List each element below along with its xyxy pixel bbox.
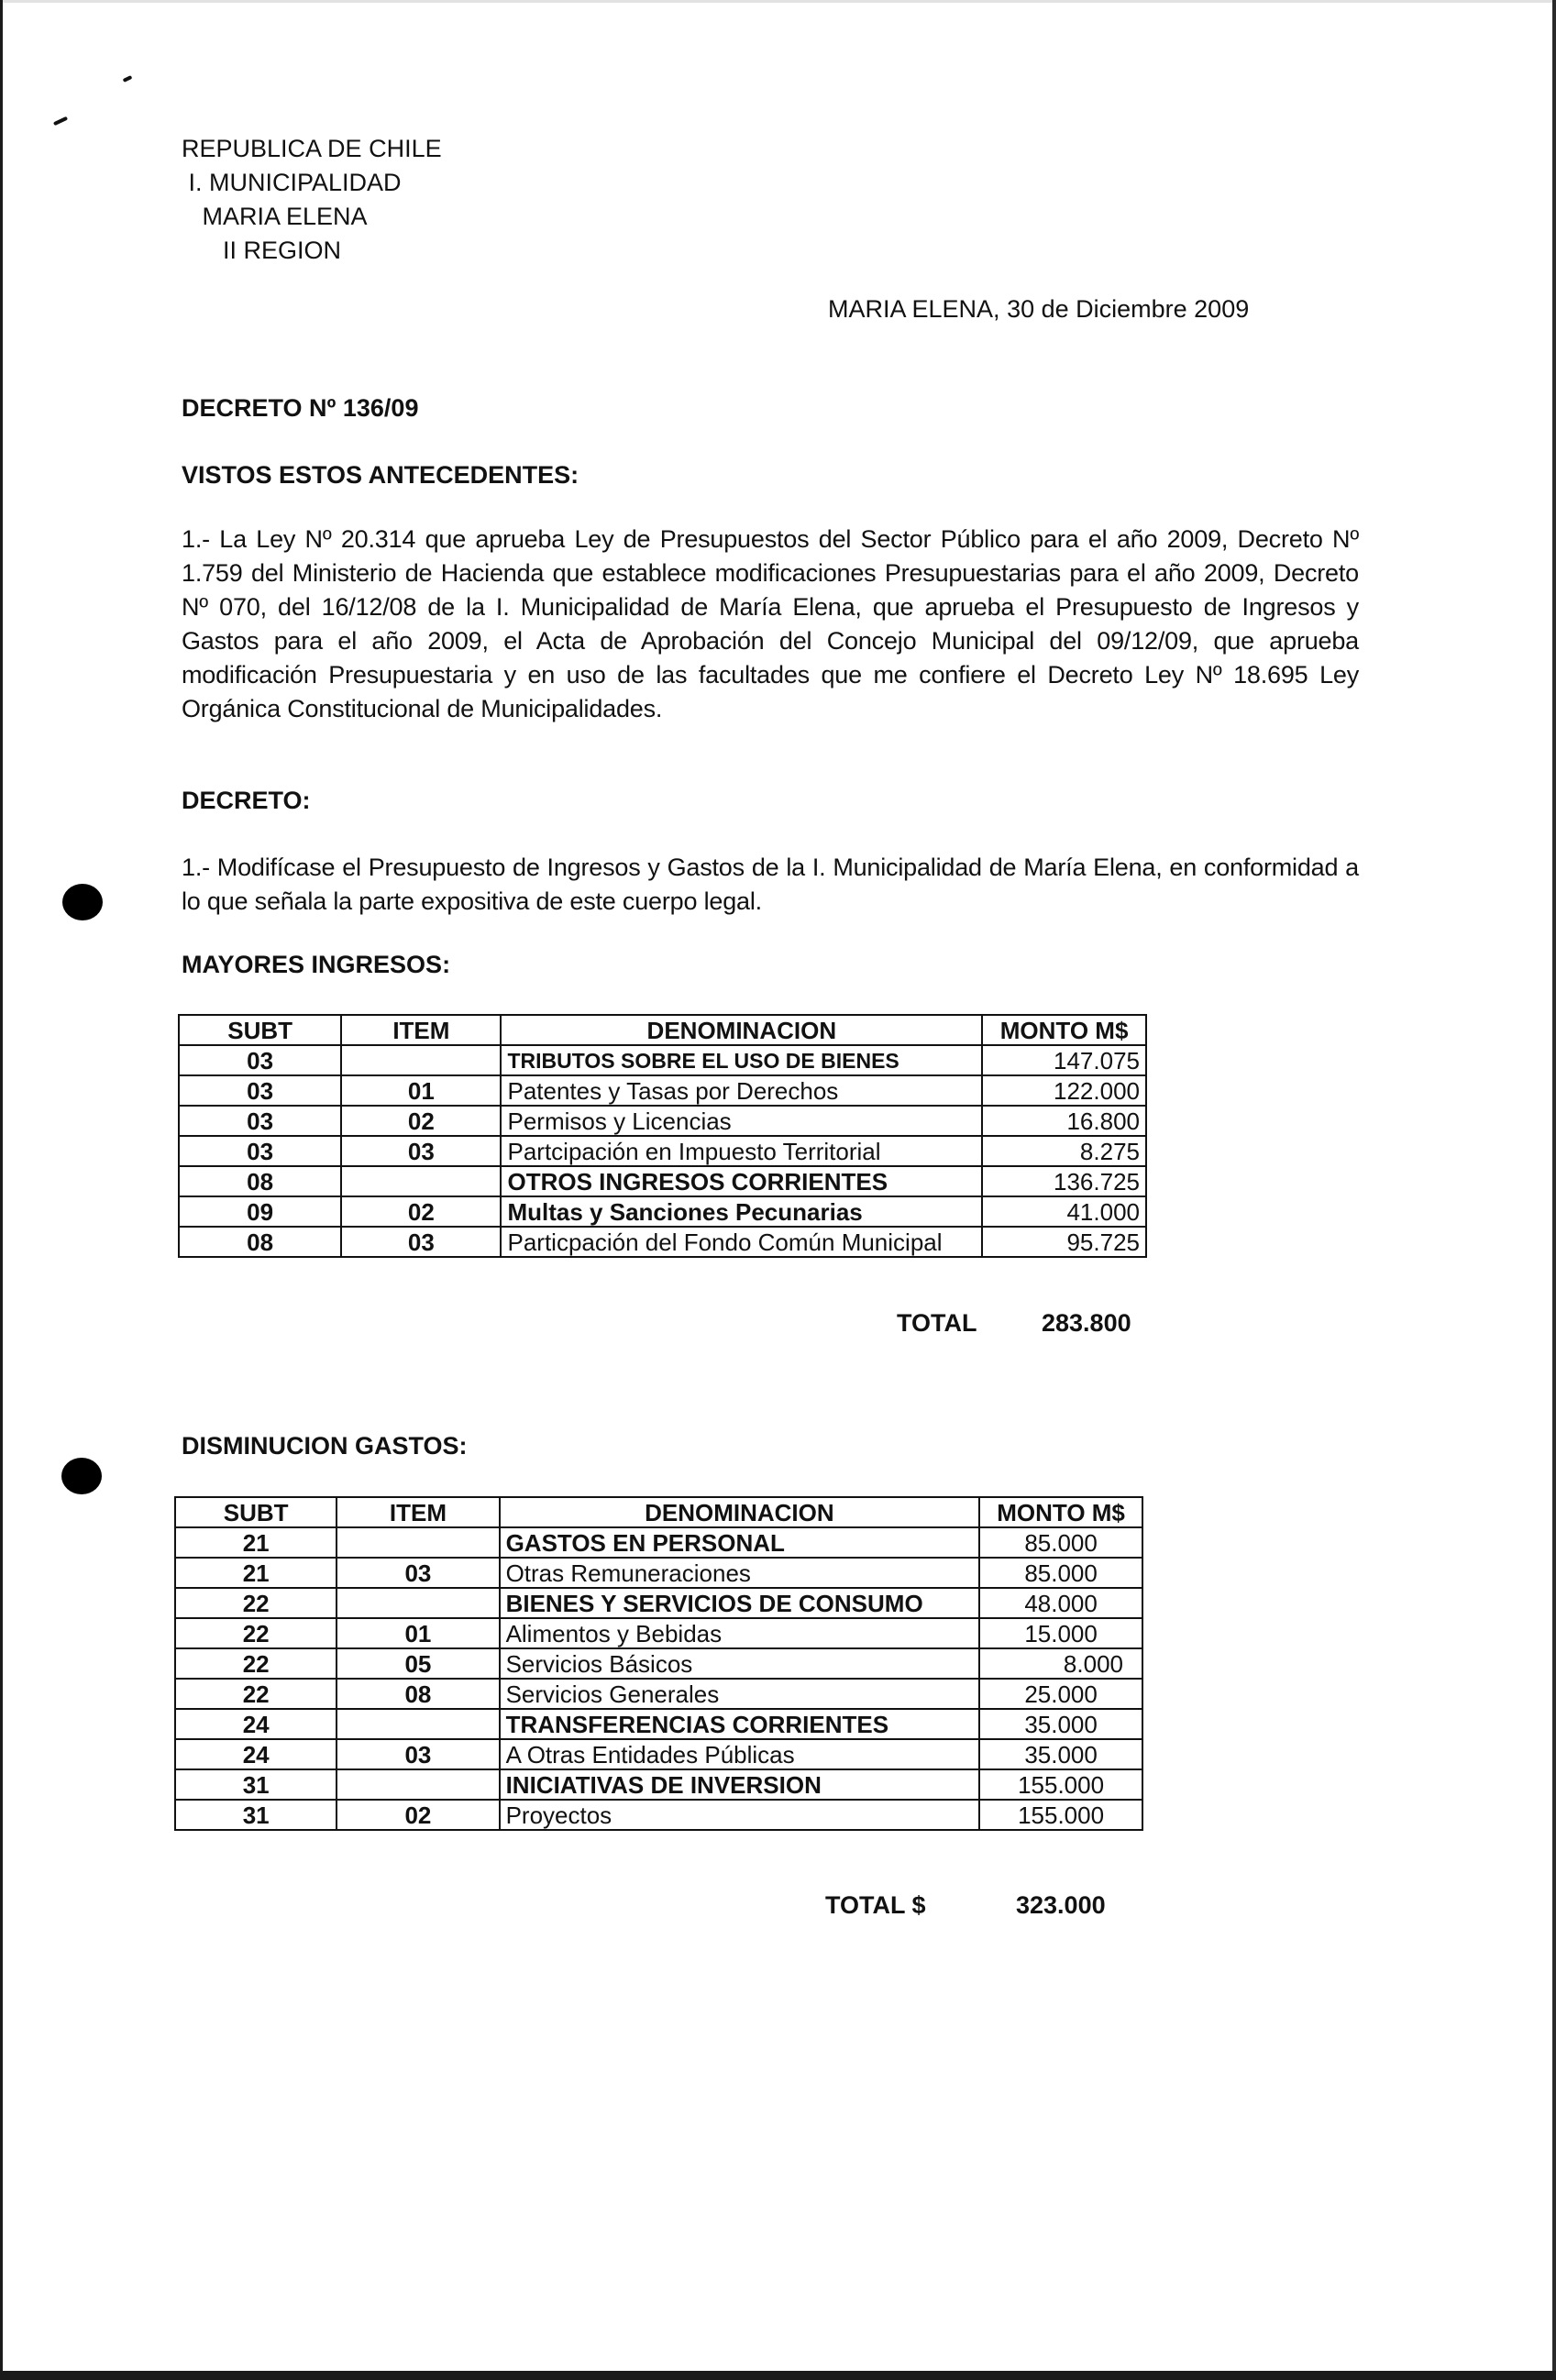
cell-subt: 03 (179, 1045, 341, 1075)
cell-item: 02 (337, 1800, 499, 1830)
cell-monto: 155.000 (979, 1800, 1142, 1830)
cell-subt: 21 (175, 1527, 337, 1558)
table-header-row (179, 1015, 1146, 1045)
cell-monto: 122.000 (982, 1075, 1146, 1106)
cell-subt: 08 (179, 1166, 341, 1196)
cell-denominacion: Otras Remuneraciones (500, 1558, 980, 1588)
letterhead-line: REPUBLICA DE CHILE (182, 135, 442, 162)
cell-item: 03 (337, 1558, 499, 1588)
table-row (175, 1558, 1142, 1588)
cell-monto: 136.725 (982, 1166, 1146, 1196)
cell-subt: 21 (175, 1558, 337, 1588)
gastos-total-label: TOTAL $ (825, 1891, 926, 1919)
cell-subt: 31 (175, 1800, 337, 1830)
col-header-denominacion: DENOMINACION (500, 1497, 980, 1527)
table-row (179, 1166, 1146, 1196)
cell-denominacion: OTROS INGRESOS CORRIENTES (501, 1166, 982, 1196)
col-header-subt: SUBT (179, 1015, 341, 1045)
cell-monto: 48.000 (979, 1588, 1142, 1618)
punch-hole-icon (61, 1458, 102, 1494)
cell-denominacion: TRIBUTOS SOBRE EL USO DE BIENES (501, 1045, 982, 1075)
decreto-paragraph: 1.- Modifícase el Presupuesto de Ingresos y Gastos de la I. Municipalidad de María Elena, en conformidad a lo que señala la parte expositiva de este cuerpo legal. (182, 854, 1359, 915)
col-header-subt: SUBT (175, 1497, 337, 1527)
table-row (175, 1709, 1142, 1739)
decreto-heading: DECRETO: (182, 787, 311, 814)
cell-item (341, 1045, 501, 1075)
cell-denominacion: Patentes y Tasas por Derechos (501, 1075, 982, 1106)
cell-denominacion: GASTOS EN PERSONAL (500, 1527, 980, 1558)
table-row (179, 1227, 1146, 1257)
table-row (175, 1618, 1142, 1648)
cell-item: 05 (337, 1648, 499, 1679)
ingresos-table (178, 1014, 1147, 1258)
cell-subt: 31 (175, 1769, 337, 1800)
cell-item: 03 (337, 1739, 499, 1769)
cell-monto: 8.275 (982, 1136, 1146, 1166)
cell-monto: 15.000 (979, 1618, 1142, 1648)
cell-item (341, 1166, 501, 1196)
ingresos-total-value: 283.800 (1042, 1309, 1131, 1337)
table-row (175, 1527, 1142, 1558)
cell-monto: 8.000 (979, 1648, 1142, 1679)
ingresos-total-label: TOTAL (897, 1309, 977, 1337)
scan-mark (53, 116, 68, 126)
cell-denominacion: A Otras Entidades Públicas (500, 1739, 980, 1769)
cell-subt: 03 (179, 1136, 341, 1166)
cell-subt: 24 (175, 1709, 337, 1739)
cell-monto: 35.000 (979, 1739, 1142, 1769)
gastos-heading: DISMINUCION GASTOS: (182, 1432, 468, 1460)
cell-denominacion: INICIATIVAS DE INVERSION (500, 1769, 980, 1800)
cell-item: 03 (341, 1136, 501, 1166)
table-row (175, 1588, 1142, 1618)
cell-denominacion: Particpación del Fondo Común Municipal (501, 1227, 982, 1257)
cell-item: 01 (341, 1075, 501, 1106)
table-header-row (175, 1497, 1142, 1527)
letterhead-line: MARIA ELENA (182, 203, 368, 230)
table-row (179, 1196, 1146, 1227)
cell-monto: 41.000 (982, 1196, 1146, 1227)
cell-monto: 155.000 (979, 1769, 1142, 1800)
cell-subt: 22 (175, 1648, 337, 1679)
table-row (175, 1739, 1142, 1769)
letterhead (182, 132, 442, 268)
table-row (175, 1769, 1142, 1800)
cell-denominacion: Permisos y Licencias (501, 1106, 982, 1136)
letterhead-line: I. MUNICIPALIDAD (182, 169, 402, 196)
table-row (175, 1800, 1142, 1830)
place-date: MARIA ELENA, 30 de Diciembre 2009 (828, 295, 1250, 323)
table-row (179, 1106, 1146, 1136)
cell-subt: 24 (175, 1739, 337, 1769)
punch-hole-icon (62, 884, 103, 920)
cell-subt: 22 (175, 1618, 337, 1648)
cell-denominacion: BIENES Y SERVICIOS DE CONSUMO (500, 1588, 980, 1618)
scan-edge-left (0, 0, 3, 2380)
cell-monto: 85.000 (979, 1527, 1142, 1558)
cell-monto: 35.000 (979, 1709, 1142, 1739)
cell-denominacion: Proyectos (500, 1800, 980, 1830)
cell-monto: 16.800 (982, 1106, 1146, 1136)
cell-item: 08 (337, 1679, 499, 1709)
cell-monto: 85.000 (979, 1558, 1142, 1588)
cell-item (337, 1527, 499, 1558)
col-header-monto: MONTO M$ (979, 1497, 1142, 1527)
cell-monto: 95.725 (982, 1227, 1146, 1257)
col-header-denominacion: DENOMINACION (501, 1015, 982, 1045)
cell-denominacion: Alimentos y Bebidas (500, 1618, 980, 1648)
cell-denominacion: Multas y Sanciones Pecunarias (501, 1196, 982, 1227)
cell-item (337, 1588, 499, 1618)
cell-denominacion: TRANSFERENCIAS CORRIENTES (500, 1709, 980, 1739)
table-row (179, 1045, 1146, 1075)
cell-monto: 147.075 (982, 1045, 1146, 1075)
cell-subt: 22 (175, 1588, 337, 1618)
table-row (175, 1648, 1142, 1679)
cell-subt: 08 (179, 1227, 341, 1257)
cell-denominacion: Partcipación en Impuesto Territorial (501, 1136, 982, 1166)
ingresos-heading: MAYORES INGRESOS: (182, 951, 451, 978)
cell-subt: 03 (179, 1075, 341, 1106)
vistos-heading: VISTOS ESTOS ANTECEDENTES: (182, 461, 579, 489)
cell-subt: 22 (175, 1679, 337, 1709)
cell-item: 01 (337, 1618, 499, 1648)
table-row (175, 1679, 1142, 1709)
cell-monto: 25.000 (979, 1679, 1142, 1709)
cell-item (337, 1709, 499, 1739)
table-row (179, 1136, 1146, 1166)
scan-edge-top (0, 0, 1556, 3)
cell-item (337, 1769, 499, 1800)
gastos-table (174, 1496, 1143, 1831)
decree-number: DECRETO Nº 136/09 (182, 394, 419, 422)
cell-item: 03 (341, 1227, 501, 1257)
cell-item: 02 (341, 1196, 501, 1227)
cell-denominacion: Servicios Básicos (500, 1648, 980, 1679)
col-header-item: ITEM (337, 1497, 499, 1527)
cell-subt: 09 (179, 1196, 341, 1227)
table-row (179, 1075, 1146, 1106)
scan-edge-right (1552, 0, 1556, 2380)
letterhead-line: II REGION (182, 237, 342, 264)
col-header-item: ITEM (341, 1015, 501, 1045)
cell-denominacion: Servicios Generales (500, 1679, 980, 1709)
cell-subt: 03 (179, 1106, 341, 1136)
col-header-monto: MONTO M$ (982, 1015, 1146, 1045)
scan-edge-bottom (0, 2371, 1556, 2380)
vistos-paragraph: 1.- La Ley Nº 20.314 que aprueba Ley de Presupuestos del Sector Público para el año 2009, Decreto Nº 1.759 del Ministerio de Hacienda que establece modificaciones Presupuestarias para el año 2009, Decreto Nº 070, del 16/12/08 de la I. Municipalidad de María Elena, que aprueba el Presupuesto de Ingresos y Gastos para el año 2009, el Acta de Aprobación del Concejo Municipal del 09/12/09, que aprueba modificación Presupuestaria y en uso de las facultades que me confiere el Decreto Ley Nº 18.695 Ley Orgánica Constitucional de Municipalidades. (182, 525, 1359, 722)
gastos-total-value: 323.000 (1016, 1891, 1106, 1919)
scan-mark (123, 75, 133, 83)
cell-item: 02 (341, 1106, 501, 1136)
